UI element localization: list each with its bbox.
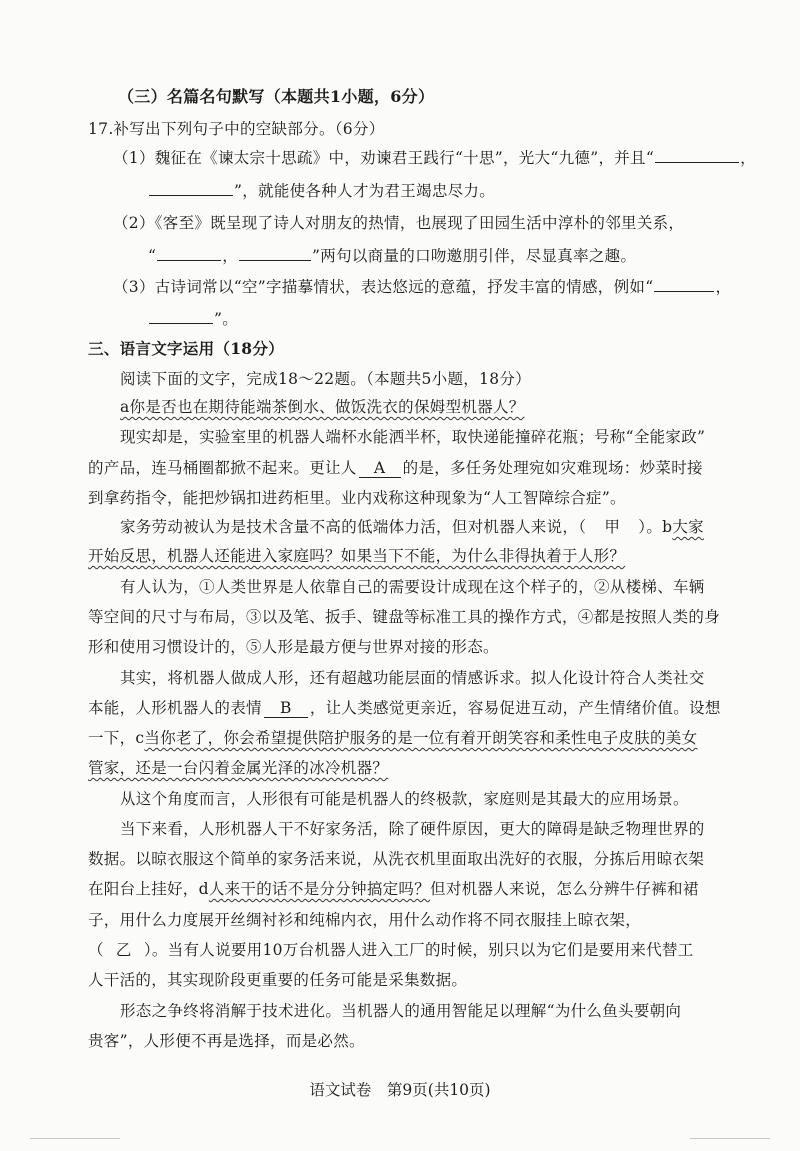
q17-item3-end: ”。 bbox=[214, 310, 239, 328]
answer-blank-6[interactable] bbox=[149, 309, 213, 324]
p7-line5 bbox=[88, 939, 694, 961]
p3-line1 bbox=[120, 516, 704, 538]
p5-line2-b: ，让人类感觉更亲近，容易促进互动，产生情绪价值。设想 bbox=[309, 699, 721, 717]
p2-line1: 现实却是，实验室里的机器人端杯水能洒半杯，取快递能撞碎花瓶；号称“全能家政” bbox=[120, 428, 706, 446]
blank-B[interactable]: B bbox=[264, 699, 308, 718]
p3-line1-b: ）。b bbox=[638, 518, 673, 536]
reading-intro: 阅读下面的文字，完成18～22题。（本题共5小题，18分） bbox=[120, 370, 531, 388]
p7-line3 bbox=[88, 878, 699, 900]
p7-line3-c: 但对机器人来说，怎么分辨牛仔裤和裙 bbox=[430, 880, 699, 898]
q17-item2-line2 bbox=[148, 245, 636, 267]
q17-item2-comma: ， bbox=[222, 247, 239, 265]
p6: 从这个角度而言，人形很有可能是机器人的终极款，家庭则是其最大的应用场景。 bbox=[120, 790, 689, 808]
answer-blank-1[interactable] bbox=[655, 148, 739, 163]
q17-item2-end: ”两句以商量的口吻邀朋引伴，尽显真率之趣。 bbox=[312, 247, 637, 265]
sentence-c-end: 管家，还是一台闪着金属光泽的冰冷机器？ bbox=[88, 759, 389, 777]
answer-blank-3[interactable] bbox=[157, 246, 221, 261]
p4-line3: 形和使用习惯设计的，⑤人形是最方便与世界对接的形态。 bbox=[88, 638, 499, 656]
p5-line3 bbox=[88, 727, 697, 749]
p5-line2 bbox=[88, 697, 721, 719]
page-footer: 语文试卷 第9页(共10页) bbox=[309, 1081, 491, 1099]
q17-item3-text: （3）古诗词常以“空”字描摹情状，表达悠远的意蕴，抒发丰富的情感，例如“ bbox=[113, 278, 654, 296]
p8-line1: 形态之争终将消解于技术进化。当机器人的通用智能足以理解“为什么鱼头要朝向 bbox=[120, 1002, 682, 1020]
p2-line2 bbox=[88, 457, 703, 479]
p2-line2-b: 的是，多任务处理宛如灾难现场：炒菜时接 bbox=[402, 459, 703, 477]
p8-line2: 贵客”，人形便不再是选择，而是必然。 bbox=[88, 1032, 365, 1050]
p7-line2: 数据。以晾衣服这个简单的家务活来说，从洗衣机里面取出洗好的衣服，分拣后用晾衣架 bbox=[88, 850, 705, 868]
sentence-b: 开始反思，机器人还能进入家庭吗？如果当下不能，为什么非得执着于人形？ bbox=[88, 547, 626, 565]
p5-line1: 其实，将机器人做成人形，还有超越功能层面的情感诉求。拟人化设计符合人类社交 bbox=[120, 669, 705, 687]
sentence-a: a你是否也在期待能端茶倒水、做饭洗衣的保姆型机器人？ bbox=[120, 398, 525, 416]
p3-line1-a: 家务劳动被认为是技术含量不高的低端体力活，但对机器人来说，（ bbox=[120, 518, 587, 536]
answer-blank-4[interactable] bbox=[239, 246, 311, 261]
p5-line3-a: 一下，c bbox=[88, 729, 145, 747]
p5-line2-a: 本能，人形机器人的表情 bbox=[88, 699, 262, 717]
p7-line1: 当下来看，人形机器人干不好家务活，除了硬件原因，更大的障碍是缺乏物理世界的 bbox=[120, 820, 705, 838]
answer-blank-2[interactable] bbox=[149, 181, 233, 196]
p7-line5-a: （ bbox=[88, 941, 104, 959]
q17-item1-line2 bbox=[148, 180, 495, 202]
p7-line5-b: ）。当有人说要用10万台机器人进入工厂的时候，别只以为它们是要用来代替工 bbox=[143, 941, 694, 959]
q17-item2-line1: （2）《客至》既呈现了诗人对朋友的热情，也展现了田园生活中淳朴的邻里关系， bbox=[113, 214, 685, 232]
q17-item1-comma: ， bbox=[740, 149, 756, 167]
bottom-rule-right bbox=[690, 1138, 770, 1139]
blank-yi[interactable]: 乙 bbox=[115, 941, 132, 959]
section3-sub-heading: （三）名篇名句默写（本题共1小题，6分） bbox=[118, 87, 435, 106]
p4-line2: 等空间的尺寸与布局，③以及笔、扳手、键盘等标准工具的操作方式，④都是按照人类的身 bbox=[88, 608, 721, 626]
p7-line6: 人干活的，其实现阶段更重要的任务可能是采集数据。 bbox=[88, 971, 468, 989]
blank-jia[interactable]: 甲 bbox=[604, 518, 621, 536]
p2-line2-a: 的产品，连马桶圈都掀不起来。更让人 bbox=[88, 459, 357, 477]
q17-item1-end: ”，就能使各种人才为君王竭忠尽力。 bbox=[234, 182, 496, 200]
bottom-rule-left bbox=[30, 1138, 120, 1139]
blank-A[interactable]: A bbox=[359, 459, 401, 478]
q17-item3-comma: ， bbox=[715, 278, 732, 296]
answer-blank-5[interactable] bbox=[654, 277, 714, 292]
q17-item3-line1 bbox=[113, 276, 731, 298]
q17-item2-open: “ bbox=[148, 247, 157, 265]
sentence-c-start: 当你老了，你会希望提供陪护服务的是一位有着开朗笑容和柔性电子皮肤的美女 bbox=[144, 729, 698, 747]
section3-heading: 三、语言文字运用（18分） bbox=[88, 339, 284, 358]
q17-item3-line2 bbox=[148, 308, 238, 330]
sentence-b-start: 大家 bbox=[672, 518, 704, 536]
q17-stem: 17.补写出下列句子中的空缺部分。（6分） bbox=[88, 120, 385, 138]
sentence-d: 人来干的话不是分分钟搞定吗？ bbox=[208, 880, 431, 898]
q17-item1-text: （1）魏征在《谏太宗十思疏》中，劝谏君王践行“十思”，光大“九德”，并且“ bbox=[113, 149, 655, 167]
p4-line1: 有人认为，①人类世界是人依靠自己的需要设计成现在这个样子的，②从楼梯、车辆 bbox=[120, 578, 705, 596]
q17-item1-line1 bbox=[113, 147, 756, 169]
p2-line3: 到拿药指令，能把炒锅扣进药柜里。业内戏称这种现象为“人工智障综合症”。 bbox=[88, 489, 626, 507]
p7-line3-a: 在阳台上挂好，d bbox=[88, 880, 209, 898]
p7-line4: 子，用什么力度展开丝绸衬衫和纯棉内衣，用什么动作将不同衣服挂上晾衣架， bbox=[88, 911, 642, 929]
